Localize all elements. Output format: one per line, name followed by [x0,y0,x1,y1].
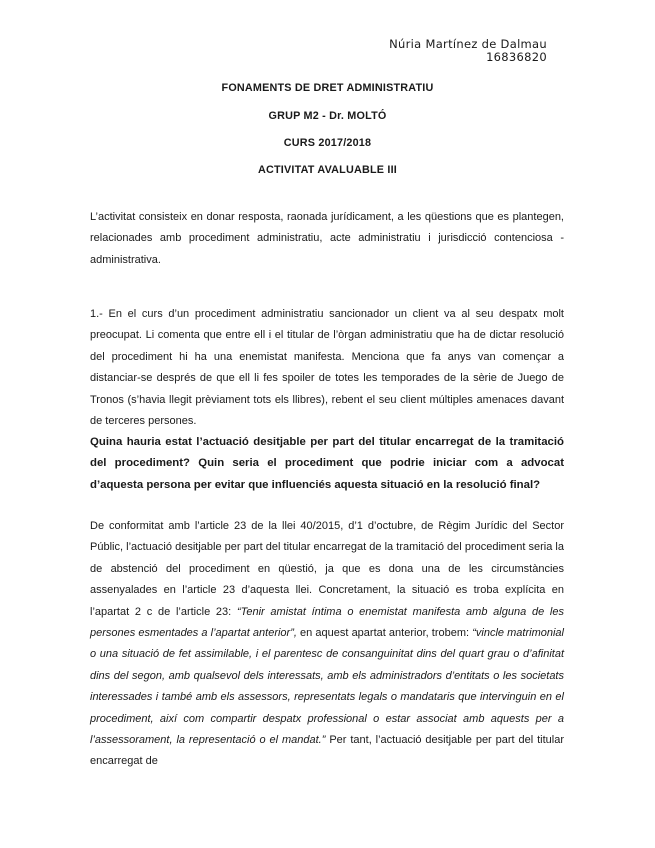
author-block [389,38,547,64]
answer-1-text-c: Per tant, l’actuació desitjable per part del titular encarregat de [90,734,564,768]
author-id: 16836820 [486,50,547,64]
answer-1-quote-b: “vincle matrimonial o una situació de fet assimilable, i el parentesc de consanguinitat dins del quart grau o d’afinitat dins del segon, amb qualsevol dels interessats, amb els administradors d’entitats o les societats interessades i també amb els assessors, representats legals o mandataris que intervinguin en el procediment, així com compartir despatx professional o estar associat amb aquests per a l’assessorament, la representació o el mandat.” [90,627,564,747]
group-line: GRUP M2 - Dr. MOLTÓ [268,110,387,122]
answer-1-paragraph [90,516,564,773]
course-title: FONAMENTS DE DRET ADMINISTRATIU [221,82,434,94]
answer-1-quote-a: “Tenir amistat íntima o enemistat manifesta amb alguna de les persones esmentades a l’apartat anterior”, [90,605,564,640]
answer-1-text-b: en aquest apartat anterior, trobem: [296,627,473,640]
case-1-paragraph: 1.- En el curs d’un procediment administratiu sancionador un client va al seu despatx molt preocupat. Li comenta que entre ell i el titular de l’òrgan administratiu que ha de dictar resolució del procediment hi ha una enemistat manifesta. Menciona que fa anys van començar a distanciar-se després de que ell li fes spoiler de totes les temporades de la sèrie de Juego de Tronos (s’havia llegit prèviament tots els llibres), rebent el seu client múltiples amenaces davant de terceres persones. [90,308,564,428]
intro-paragraph: L’activitat consisteix en donar resposta, raonada jurídicament, a les qüestions que es plantegen, relacionades amb procediment administratiu, acte administratiu i jurisdicció contenciosa - administrativa. [90,211,564,266]
author-name: Núria Martínez de Dalmau [389,37,547,51]
course-year: CURS 2017/2018 [283,137,372,149]
question-1: Quina hauria estat l’actuació desitjable per part del titular encarregat de la tramitació del procediment? Quin seria el procediment que podrie iniciar com a advocat d’aquesta persona per evitar que influenciés aquesta situació en la resolució final? [90,436,564,491]
activity-title: ACTIVITAT AVALUABLE III [258,164,397,176]
answer-1-text-a: De conformitat amb l’article 23 de la llei 40/2015, d’1 d’octubre, de Règim Jurídic del Sector Públic, l’actuació desitjable per part del titular encarregat de la tramitació del procediment seria la de abstenció del procediment en qüestió, ja que es dona una de les circumstàncies assenyalades en l’article 23 d’aquesta llei. Concretament, la situació es troba explícita en l’apartat 2 c de l’article 23: [90,520,564,618]
